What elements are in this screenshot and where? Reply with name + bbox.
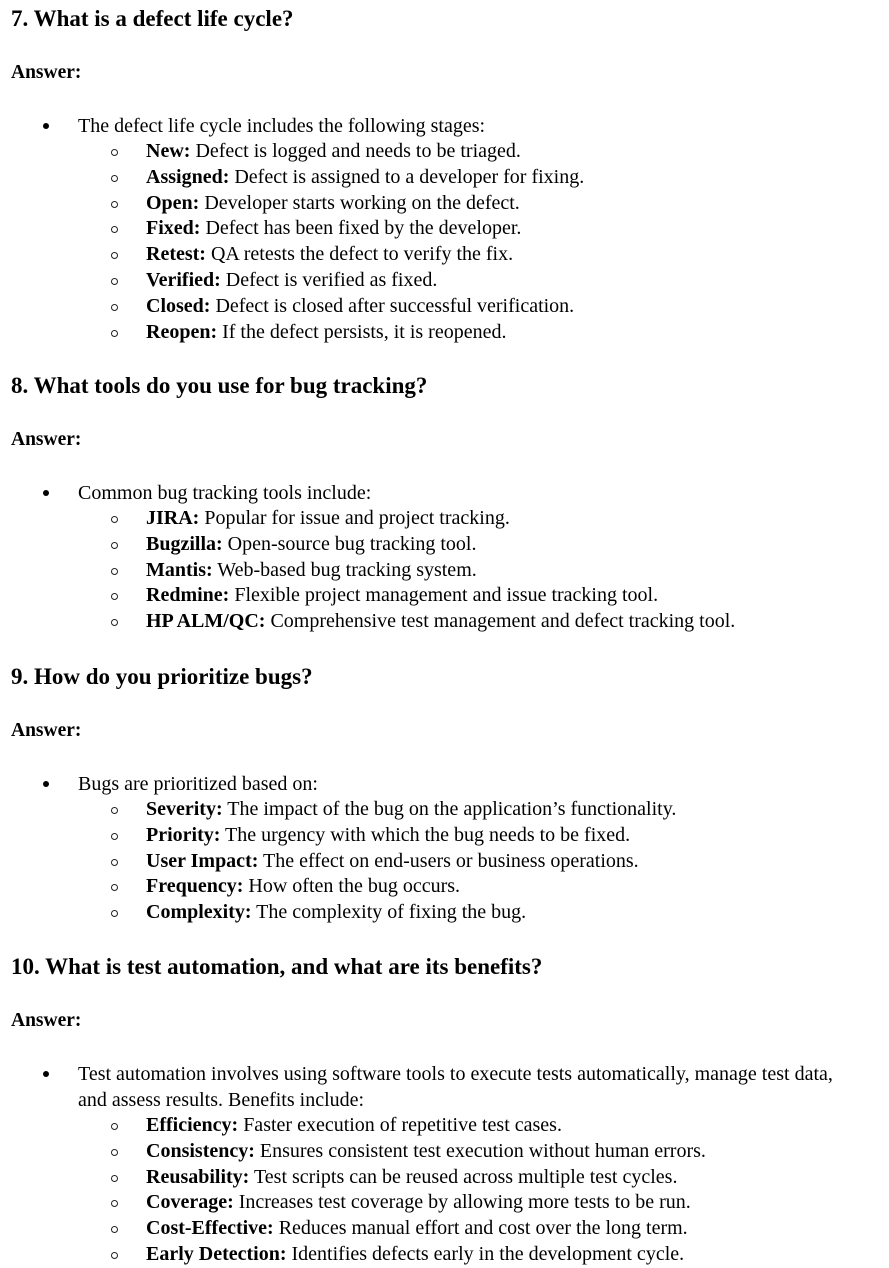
item-description: Flexible project management and issue tracking tool. bbox=[229, 584, 659, 607]
item-description: Defect is closed after successful verification. bbox=[210, 294, 575, 317]
item-description: Developer starts working on the defect. bbox=[199, 191, 520, 214]
item-term: Efficiency: bbox=[146, 1114, 239, 1136]
item-term: Priority: bbox=[146, 823, 221, 846]
item-term: Retest: bbox=[146, 243, 206, 266]
item-description: Identifies defects early in the development cycle. bbox=[286, 1242, 685, 1265]
item-term: Frequency: bbox=[146, 875, 244, 898]
item-description: Increases test coverage by allowing more tests to be run. bbox=[233, 1191, 691, 1214]
answer-list bbox=[0, 1061, 889, 1268]
circle-bullet-icon bbox=[111, 1175, 118, 1182]
item-term: Early Detection: bbox=[146, 1242, 287, 1265]
sub-list-item bbox=[0, 583, 889, 609]
circle-bullet-icon bbox=[111, 1149, 118, 1156]
sub-list-item bbox=[0, 1113, 889, 1139]
item-term: Fixed: bbox=[146, 217, 201, 240]
item-term: User Impact: bbox=[146, 849, 259, 872]
sub-list-item bbox=[0, 532, 889, 558]
item-term: Bugzilla: bbox=[146, 532, 223, 555]
circle-bullet-icon bbox=[111, 175, 118, 182]
item-term: Open: bbox=[146, 191, 200, 214]
item-description: Web-based bug tracking system. bbox=[212, 558, 477, 581]
bullet-icon bbox=[43, 123, 49, 129]
item-description: Defect is logged and needs to be triaged. bbox=[190, 140, 521, 162]
answer-label: Answer: bbox=[11, 429, 82, 450]
bullet-icon bbox=[43, 1071, 49, 1077]
item-term: JIRA: bbox=[146, 507, 200, 529]
circle-bullet-icon bbox=[111, 201, 118, 208]
bullet-item: The defect life cycle includes the following stages: bbox=[0, 113, 889, 139]
circle-bullet-icon bbox=[111, 304, 118, 311]
question-heading: 10. What is test automation, and what are its benefits? bbox=[11, 954, 543, 979]
item-term: Reopen: bbox=[146, 320, 218, 343]
sub-list-item bbox=[0, 874, 889, 900]
item-description: Reduces manual effort and cost over the long term. bbox=[273, 1217, 688, 1240]
bullet-icon bbox=[43, 490, 49, 496]
item-term: Severity: bbox=[146, 798, 223, 820]
bullet-item: Bugs are prioritized based on: bbox=[0, 771, 889, 797]
item-term: Verified: bbox=[146, 268, 221, 291]
question-heading: 9. How do you prioritize bugs? bbox=[11, 664, 313, 689]
item-term: Cost-Effective: bbox=[146, 1217, 274, 1240]
question-heading: 7. What is a defect life cycle? bbox=[11, 6, 294, 31]
sub-list-item bbox=[0, 191, 889, 217]
answer-list bbox=[0, 480, 889, 635]
circle-bullet-icon bbox=[111, 516, 118, 523]
item-term: Redmine: bbox=[146, 584, 230, 607]
sub-list-item bbox=[0, 242, 889, 268]
item-description: Open-source bug tracking tool. bbox=[222, 532, 477, 555]
item-description: The urgency with which the bug needs to be fixed. bbox=[220, 823, 631, 846]
answer-label: Answer: bbox=[11, 1010, 82, 1031]
item-description: Comprehensive test management and defect tracking tool. bbox=[265, 610, 736, 633]
item-term: New: bbox=[146, 140, 191, 162]
sub-list-item bbox=[0, 1242, 889, 1268]
item-description: How often the bug occurs. bbox=[243, 875, 461, 898]
sub-list-item bbox=[0, 849, 889, 875]
sub-list-item bbox=[0, 1190, 889, 1216]
circle-bullet-icon bbox=[111, 1123, 118, 1130]
item-term: Mantis: bbox=[146, 558, 213, 581]
item-description: Faster execution of repetitive test cases. bbox=[238, 1114, 562, 1136]
answer-label: Answer: bbox=[11, 62, 82, 83]
item-term: Closed: bbox=[146, 294, 211, 317]
bullet-item: Test automation involves using software tools to execute tests automatically, manage test data, and assess results. Benefits include: bbox=[0, 1061, 889, 1113]
sub-list-item bbox=[0, 216, 889, 242]
item-term: Coverage: bbox=[146, 1191, 234, 1214]
item-description: If the defect persists, it is reopened. bbox=[217, 320, 507, 343]
item-description: The impact of the bug on the application’s functionality. bbox=[222, 798, 677, 820]
circle-bullet-icon bbox=[111, 807, 118, 814]
sub-list-item bbox=[0, 1165, 889, 1191]
sub-list-item bbox=[0, 900, 889, 926]
circle-bullet-icon bbox=[111, 568, 118, 575]
circle-bullet-icon bbox=[111, 859, 118, 866]
item-description: The effect on end-users or business operations. bbox=[258, 849, 639, 872]
item-term: Complexity: bbox=[146, 901, 252, 924]
item-description: Defect is assigned to a developer for fixing. bbox=[229, 165, 585, 188]
bullet-item: Common bug tracking tools include: bbox=[0, 480, 889, 506]
sub-list-item bbox=[0, 320, 889, 346]
sub-list-item bbox=[0, 294, 889, 320]
answer-list bbox=[0, 771, 889, 926]
answer-label: Answer: bbox=[11, 720, 82, 741]
item-description: Defect has been fixed by the developer. bbox=[200, 217, 522, 240]
circle-bullet-icon bbox=[111, 1252, 118, 1259]
circle-bullet-icon bbox=[111, 149, 118, 156]
sub-list-item bbox=[0, 506, 889, 532]
sub-list-item bbox=[0, 823, 889, 849]
sub-list-item bbox=[0, 558, 889, 584]
sub-list-item bbox=[0, 1139, 889, 1165]
item-description: Defect is verified as fixed. bbox=[220, 268, 438, 291]
item-description: Popular for issue and project tracking. bbox=[199, 507, 510, 529]
sub-list-item bbox=[0, 165, 889, 191]
item-term: Reusability: bbox=[146, 1165, 250, 1188]
item-description: Test scripts can be reused across multiple test cycles. bbox=[249, 1165, 678, 1188]
circle-bullet-icon bbox=[111, 278, 118, 285]
item-term: Consistency: bbox=[146, 1139, 255, 1162]
item-description: Ensures consistent test execution without human errors. bbox=[254, 1139, 706, 1162]
sub-list-item bbox=[0, 139, 889, 165]
circle-bullet-icon bbox=[111, 542, 118, 549]
circle-bullet-icon bbox=[111, 833, 118, 840]
sub-list-item bbox=[0, 797, 889, 823]
circle-bullet-icon bbox=[111, 330, 118, 337]
item-term: HP ALM/QC: bbox=[146, 610, 266, 633]
item-description: QA retests the defect to verify the fix. bbox=[205, 243, 514, 266]
item-description: The complexity of fixing the bug. bbox=[251, 901, 527, 924]
bullet-icon bbox=[43, 781, 49, 787]
item-term: Assigned: bbox=[146, 165, 230, 188]
answer-list bbox=[0, 113, 889, 345]
sub-list-item bbox=[0, 609, 889, 635]
sub-list-item bbox=[0, 268, 889, 294]
sub-list-item bbox=[0, 1216, 889, 1242]
question-heading: 8. What tools do you use for bug tracking? bbox=[11, 373, 428, 398]
